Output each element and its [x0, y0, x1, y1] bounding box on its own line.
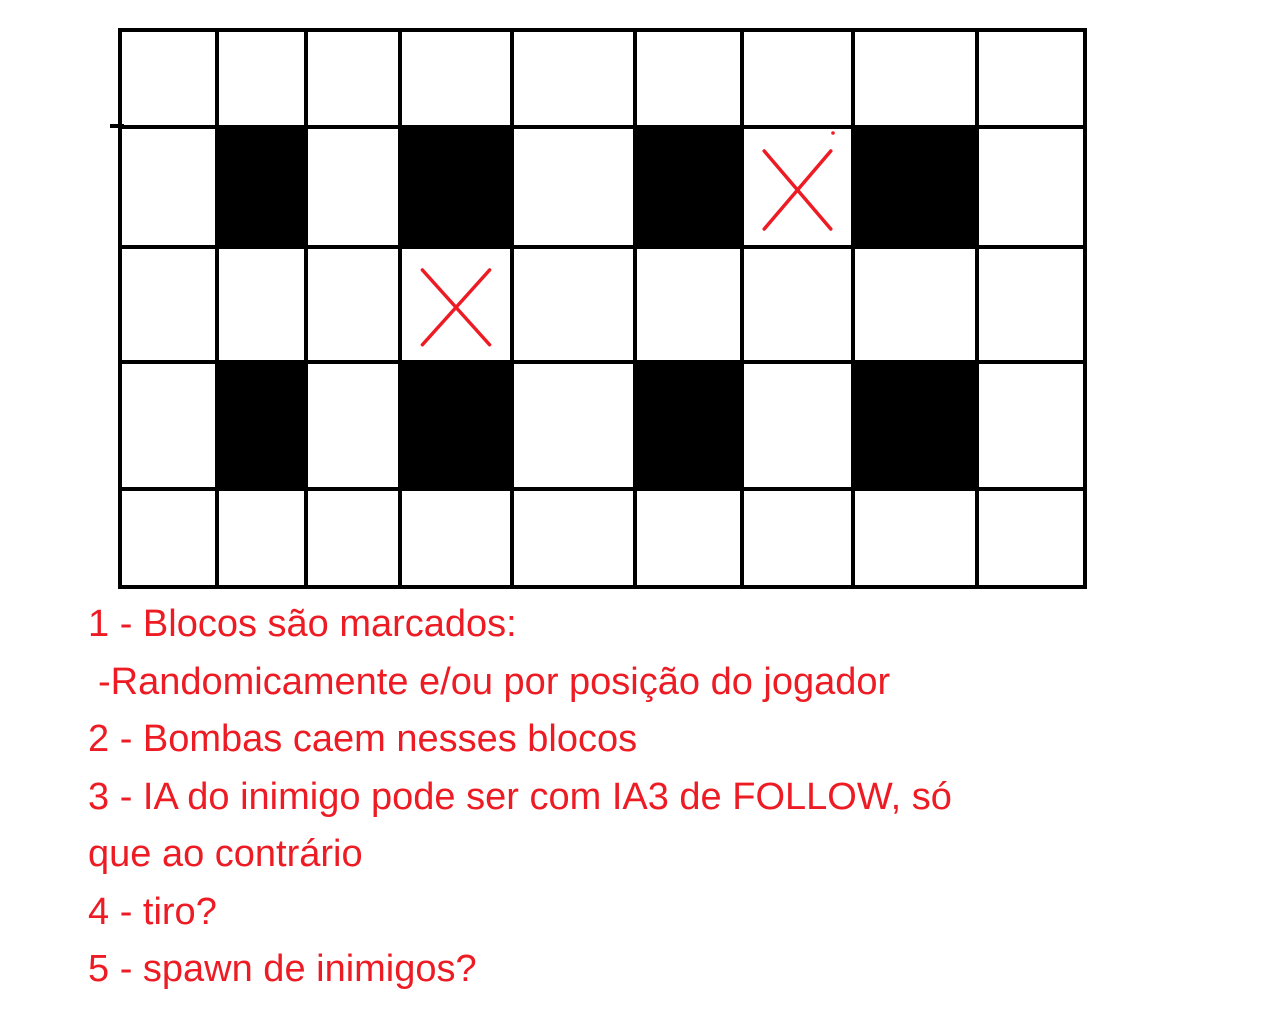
empty-block [742, 489, 853, 587]
empty-block [120, 489, 217, 587]
wall-block [217, 362, 306, 489]
wall-block [635, 127, 742, 247]
empty-block [512, 127, 635, 247]
empty-block [217, 489, 306, 587]
note-3: 3 - IA do inimigo pode ser com IA3 de FOLLOW, só [88, 775, 952, 818]
empty-block [217, 247, 306, 362]
note-4: 4 - tiro? [88, 890, 217, 933]
wall-block [635, 362, 742, 489]
empty-block [306, 30, 400, 127]
empty-block [977, 247, 1085, 362]
empty-block [306, 489, 400, 587]
empty-block [742, 30, 853, 127]
empty-block [853, 489, 977, 587]
empty-block [742, 362, 853, 489]
wall-block [400, 362, 512, 489]
notes-list [88, 596, 952, 999]
empty-block [977, 489, 1085, 587]
empty-block [742, 247, 853, 362]
note-5: 5 - spawn de inimigos? [88, 948, 477, 990]
empty-block [853, 30, 977, 127]
empty-block [635, 247, 742, 362]
empty-block [512, 489, 635, 587]
empty-block [217, 30, 306, 127]
empty-block [512, 247, 635, 362]
empty-block [306, 362, 400, 489]
note-2: 2 - Bombas caem nesses blocos [88, 718, 638, 760]
empty-block [120, 127, 217, 247]
empty-block [120, 247, 217, 362]
empty-block [512, 30, 635, 127]
empty-block [306, 127, 400, 247]
empty-block [853, 247, 977, 362]
empty-block [400, 489, 512, 587]
wall-block [217, 127, 306, 247]
marked-block [400, 247, 512, 362]
wall-block [853, 127, 977, 247]
empty-block [635, 30, 742, 127]
wall-block [853, 362, 977, 489]
empty-block [306, 247, 400, 362]
note-1: 1 - Blocos são marcados: [88, 603, 517, 645]
empty-block [977, 362, 1085, 489]
note-1-detail: -Randomicamente e/ou por posição do jogador [98, 660, 891, 703]
empty-block [635, 489, 742, 587]
note-3-continued: que ao contrário [88, 833, 363, 875]
empty-block [120, 30, 217, 127]
empty-block [120, 362, 217, 489]
empty-block [400, 30, 512, 127]
empty-block [977, 127, 1085, 247]
empty-block [512, 362, 635, 489]
stray-dot [831, 131, 835, 135]
empty-block [977, 30, 1085, 127]
wall-block [400, 127, 512, 247]
marked-block [742, 127, 853, 247]
